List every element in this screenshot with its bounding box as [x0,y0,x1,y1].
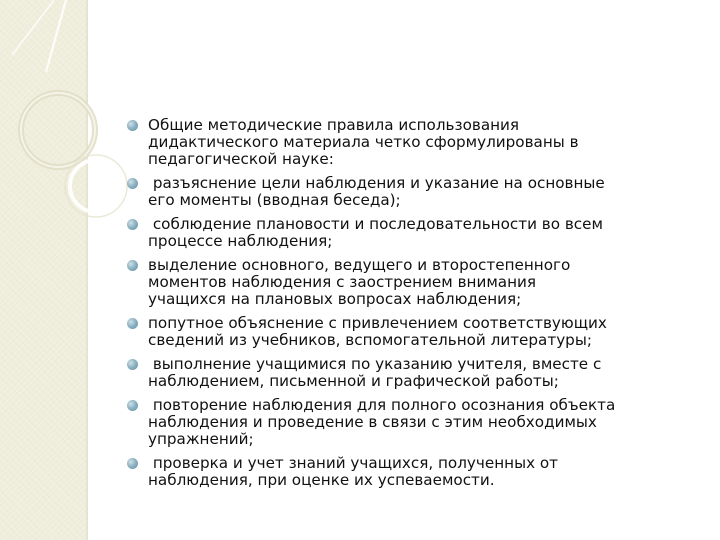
list-item-text: соблюдение плановости и последовательности во всем процессе наблюдения; [148,215,603,250]
list-item-text: разъяснение цели наблюдения и указание на основные его моменты (вводная беседа); [148,174,605,209]
list-item [126,455,706,489]
list-item [126,356,706,390]
list-item [126,216,706,250]
rules-list [126,117,706,489]
list-item [126,257,706,308]
list-item-text: повторение наблюдения для полного осознания объекта наблюдения и проведение в связи с этим необходимых упражнений; [148,396,616,448]
list-item-text: Общие методические правила использования дидактического материала четко сформулированы в педагогической науке: [148,116,579,168]
list-item-text: проверка и учет знаний учащихся, полученных от наблюдения, при оценке их успеваемости. [148,454,559,489]
list-item-text: попутное объяснение с привлечением соответствующих сведений из учебников, вспомогательной литературы; [148,314,607,349]
slide-content [126,117,706,496]
list-item-text: выделение основного, ведущего и второстепенного моментов наблюдения с заострением внимания учащихся на плановых вопросах наблюдения; [148,256,571,308]
list-item [126,175,706,209]
list-item [126,315,706,349]
list-item-text: выполнение учащимися по указанию учителя, вместе с наблюдением, письменной и графической работы; [148,355,602,390]
list-item [126,117,706,168]
bullet-dot-icon [127,458,138,469]
bullet-dot-icon [127,178,138,189]
bullet-dot-icon [127,359,138,370]
bullet-dot-icon [127,260,138,271]
list-item [126,397,706,448]
bullet-dot-icon [127,120,138,131]
panel-divider [86,0,88,540]
bullet-dot-icon [127,400,138,411]
left-decorative-panel [0,0,88,540]
bullet-dot-icon [127,219,138,230]
bullet-dot-icon [127,318,138,329]
